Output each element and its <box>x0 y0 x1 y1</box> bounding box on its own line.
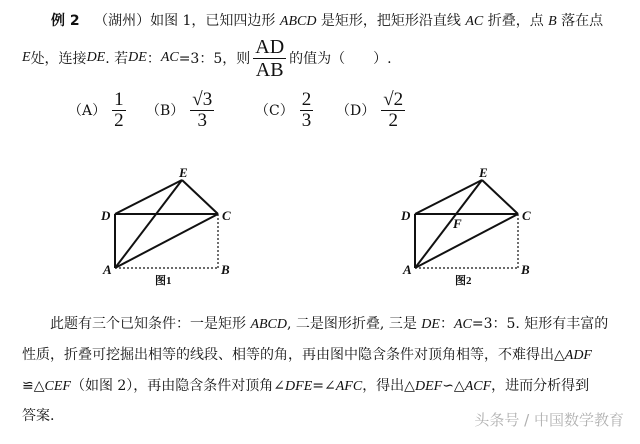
label-f: F <box>453 216 462 231</box>
choice-label: （C） <box>255 103 294 119</box>
var: ABCD <box>250 317 288 332</box>
fraction-numerator: √3 <box>192 88 213 110</box>
analysis-line-2 <box>22 344 592 364</box>
var: E <box>22 50 31 65</box>
text: 此题有三个已知条件：一是矩形 <box>50 316 251 332</box>
text: 性质，折叠可挖掘出相等的线段、相等的角，再由图中隐含条件对顶角相等，不难得出△ <box>22 347 565 363</box>
fraction-numerator: 2 <box>301 88 312 110</box>
ratio-fraction <box>253 36 286 81</box>
text: （如图 2），再由隐含条件对顶角∠ <box>70 378 286 394</box>
label-c: C <box>222 208 231 223</box>
var: DEF <box>414 379 443 394</box>
choice-b <box>146 86 214 134</box>
var: ACF <box>464 379 492 394</box>
edge-ae <box>415 180 482 268</box>
diagonal-ac <box>415 214 518 268</box>
label-b: B <box>521 262 530 277</box>
var: DE <box>421 317 440 332</box>
source-label: （湖州） <box>94 13 151 29</box>
var: DE <box>128 50 147 65</box>
text: . 若 <box>105 51 129 67</box>
var: AC <box>160 50 179 65</box>
figure-1 <box>95 160 255 290</box>
var: ADF <box>564 348 592 363</box>
choice-a <box>68 86 126 134</box>
choice-fraction <box>190 90 214 131</box>
fraction-denominator: 3 <box>301 109 312 131</box>
fraction-numerator: AD <box>255 35 285 58</box>
fraction-denominator: AB <box>255 58 284 81</box>
text: ，进而分析得到 <box>491 378 590 394</box>
label-c: C <box>522 208 531 223</box>
fraction-numerator: √2 <box>383 88 404 110</box>
text: ，得出△ <box>362 378 415 394</box>
choice-fraction <box>112 90 126 131</box>
text: 落在点 <box>556 13 604 29</box>
text: ∽△ <box>442 378 465 394</box>
label-e: E <box>179 165 188 180</box>
text: =∠ <box>312 378 336 394</box>
watermark: 头条号 / 中国数学教育 <box>474 411 624 429</box>
edge-de <box>115 180 182 214</box>
var: DFE <box>285 379 313 394</box>
choice-d <box>336 86 405 134</box>
text: 如图 1，已知四边形 <box>150 13 280 29</box>
text: ≌△ <box>22 378 45 394</box>
edge-ec <box>182 180 218 214</box>
choice-fraction <box>381 90 405 131</box>
label-a: A <box>403 262 412 277</box>
text: 折叠，点 <box>483 13 549 29</box>
text: 的值为（ ）. <box>289 51 392 67</box>
var: AC <box>465 14 484 29</box>
analysis-line-4 <box>22 405 54 425</box>
var: ABCD <box>279 14 317 29</box>
choice-label: （B） <box>146 103 185 119</box>
text: =3：5. 矩形有丰富的 <box>471 316 609 332</box>
text: 是矩形，把矩形沿直线 <box>316 13 466 29</box>
figure-2 <box>395 160 555 290</box>
text: ： <box>146 51 161 67</box>
text: 处，连接 <box>30 51 87 67</box>
figure-2-caption: 图2 <box>455 275 472 287</box>
problem-line-1 <box>51 10 603 30</box>
fraction-denominator: 3 <box>197 109 208 131</box>
example-label: 例 2 <box>51 13 80 29</box>
fraction-denominator: 2 <box>114 109 124 131</box>
text: =3：5，则 <box>178 51 251 67</box>
choice-c <box>255 86 313 134</box>
var: AC <box>453 317 472 332</box>
choice-label: （D） <box>336 103 376 119</box>
label-b: B <box>221 262 230 277</box>
var: B <box>548 14 557 29</box>
edge-ec <box>482 180 518 214</box>
var: CEF <box>44 379 71 394</box>
label-e: E <box>479 165 488 180</box>
label-a: A <box>103 262 112 277</box>
fraction-numerator: 1 <box>114 88 124 110</box>
edge-de <box>415 180 482 214</box>
choice-fraction <box>300 90 314 131</box>
fraction-denominator: 2 <box>388 109 398 131</box>
analysis-line-3 <box>22 375 589 395</box>
var: DE <box>86 50 106 65</box>
choice-label: （A） <box>68 103 107 119</box>
analysis-line-1 <box>50 313 608 333</box>
label-d: D <box>101 208 111 223</box>
figure-1-caption: 图1 <box>155 275 172 287</box>
problem-line-2 <box>22 33 392 83</box>
diagonal-ac <box>115 214 218 268</box>
text: ： <box>439 316 454 332</box>
edge-ae <box>115 180 182 268</box>
var: AFC <box>335 379 363 394</box>
text: , 二是图形折叠, 三是 <box>287 316 422 332</box>
text: 答案. <box>22 408 55 424</box>
label-d: D <box>401 208 411 223</box>
